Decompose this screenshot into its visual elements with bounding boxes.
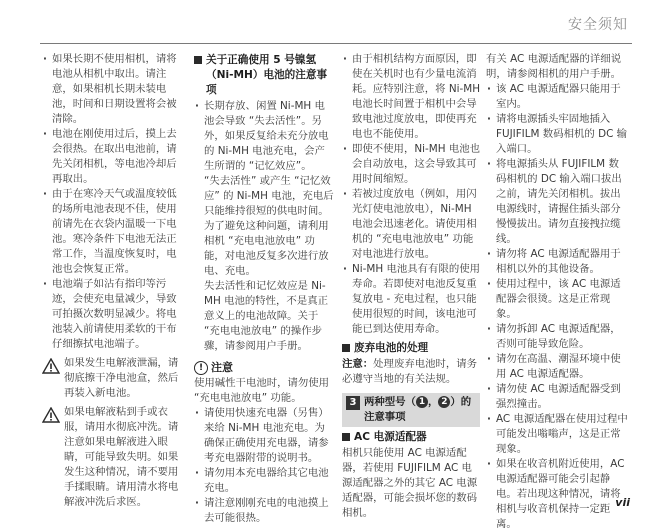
disposal-text: 处理废弃电池时，请务必遵守当地的有关法规。 xyxy=(342,358,478,385)
section-heading-disposal: 废弃电池的处理 xyxy=(342,341,480,356)
banner-text-sep: ， xyxy=(427,396,439,408)
warning-block xyxy=(42,356,184,401)
list-item: · 请勿用本充电器给其它电池充电。 xyxy=(194,466,334,496)
ac-paragraph: 相机只能使用 AC 电源适配器，若使用 FUJIFILM AC 电源适配器之外的其它 AC 电源适配器，可能会损坏您的数码相机。 xyxy=(342,447,478,519)
list-item: · 电池在刚使用过后，摸上去会很热。在取出电池前，请先关闭相机，等电池冷却后再取出。 xyxy=(42,127,184,187)
model-2-badge: 2 xyxy=(438,396,450,408)
page-number: vii xyxy=(615,496,630,509)
list-item: · 请勿在高温、潮湿环境中使用 AC 电源适配器。 xyxy=(486,352,628,382)
column-4 xyxy=(486,52,628,532)
list-item: · 请勿拆卸 AC 电源适配器，否则可能导致危险。 xyxy=(486,322,628,352)
list-item: · 电池端子如沾有指印等污迹，会使充电量减少，导致可拍摄次数明显减少。将电池装入前请使用柔软的干布仔细擦拭电池端子。 xyxy=(42,277,184,352)
list-item: · 请注意刚刚充电的电池摸上去可能很热。 xyxy=(194,496,334,526)
warning-icon xyxy=(42,358,60,374)
list-item: · AC 电源适配器在使用过程中可能发出嗡嗡声，这是正常现象。 xyxy=(486,412,628,457)
note-heading xyxy=(194,360,334,375)
note-heading-label: 注意 xyxy=(211,361,233,374)
ac-intro-paragraph: 有关 AC 电源适配器的详细说明，请参阅相机的用户手册。 xyxy=(486,53,622,80)
page-header-title: 安全须知 xyxy=(568,17,628,33)
list-item: · 由于相机结构方面原因，即使在关机时也有少量电流消耗。应特别注意，将 Ni-MH 电池长时间置于相机中会导致电池过度放电，即使再充电也不能使用。 xyxy=(342,52,480,142)
section-heading-ac-adapter: AC 电源适配器 xyxy=(342,430,480,445)
list-item: · 若被过度放电（例如，用闪光灯使电池放电），Ni-MH 电池会迅速老化。请使用相机的 “充电电池放电” 功能对电池进行放电。 xyxy=(342,187,480,262)
warning-text: 如果发生电解液泄漏，请彻底擦干净电池盒，然后再装入新电池。 xyxy=(64,357,179,399)
list-item: · 请将电源插头牢固地插入 FUJIFILM 数码相机的 DC 输入端口。 xyxy=(486,112,628,157)
caution-icon: ! xyxy=(194,361,208,375)
disposal-label: 注意： xyxy=(342,358,374,370)
list-item: · 请勿使 AC 电源适配器受到强烈撞击。 xyxy=(486,382,628,412)
list-item: · 长期存放、闲置 Ni-MH 电池会导致 “失去活性”。另外，如果反复给未充分放电的 Ni-MH 电池充电，会产生所谓的 “记忆效应”。 xyxy=(194,99,334,174)
section-heading-nimh: 关于正确使用 5 号镍氢（Ni-MH）电池的注意事项 xyxy=(194,53,334,98)
list-item: · 请勿将 AC 电源适配器用于相机以外的其他设备。 xyxy=(486,247,628,277)
banner-text-post: ）的注意事项 xyxy=(364,396,472,423)
banner-text-pre: 两种型号（ xyxy=(364,396,416,408)
list-item: · 即使不使用，Ni-MH 电池也会自动放电，这会导致其可用时间缩短。 xyxy=(342,142,480,187)
section-banner-both-models xyxy=(342,393,480,427)
disposal-paragraph xyxy=(342,357,480,387)
list-item: · 使用过程中，该 AC 电源适配器会很烫。这是正常现象。 xyxy=(486,277,628,322)
note-paragraph: 使用碱性干电池时，请勿使用 “充电电池放电” 功能。 xyxy=(194,377,330,404)
model-1-badge: 1 xyxy=(416,396,428,408)
column-3 xyxy=(342,52,480,521)
list-item: · 由于在寒冷天气或温度较低的场所电池表现不佳，使用前请先在衣袋内温暖一下电池。寒冷条件下电池无法正常工作，当温度恢复时，电池也会恢复正常。 xyxy=(42,187,184,277)
section-banner-title xyxy=(364,395,476,425)
column-2 xyxy=(194,52,334,526)
header-divider xyxy=(40,43,632,44)
section-number-badge: 3 xyxy=(346,396,360,410)
warning-block xyxy=(42,405,184,510)
warning-text: 如果电解液粘到手或衣服，请用水彻底冲洗。请注意如果电解液进入眼睛，可能导致失明。如果发生这种情况，请不要用手揉眼睛。请用清水将电解液冲洗后求医。 xyxy=(64,406,179,508)
paragraph: “失去活性” 或产生 “记忆效应” 的 Ni-MH 电池，充电后只能维持很短的供电时间。为了避免这种问题，请利用相机 “充电电池放电” 功能，对电池反复多次进行放电、充电。 xyxy=(204,175,334,277)
list-item: · 请使用快速充电器（另售）来给 Ni-MH 电池充电。为确保正确使用充电器，请参考充电器附带的说明书。 xyxy=(194,406,334,466)
list-item: · 如果在收音机附近使用，AC 电源适配器可能会引起静电。若出现这种情况，请将相机与收音机保持一定距离。 xyxy=(486,457,628,532)
column-1 xyxy=(42,52,184,512)
list-item: · 将电源插头从 FUJIFILM 数码相机的 DC 输入端口拔出之前，请先关闭相机。拔出电源线时，请握住插头部分慢慢拔出。请勿直接拽拉缆线。 xyxy=(486,157,628,247)
list-item: · 该 AC 电源适配器只能用于室内。 xyxy=(486,82,628,112)
warning-icon xyxy=(42,407,60,423)
paragraph: 失去活性和记忆效应是 Ni-MH 电池的特性，不是真正意义上的电池故障。关于 “充电电池放电” 的操作步骤，请参阅用户手册。 xyxy=(204,280,328,352)
list-item: · 如果长期不使用相机，请将电池从相机中取出。请注意，如果相机长期未装电池，时间和日期设置将会被清除。 xyxy=(42,52,184,127)
list-item: · Ni-MH 电池具有有限的使用寿命。若即使对电池反复重复放电 - 充电过程，也只能使用很短的时间，该电池可能已到达使用寿命。 xyxy=(342,262,480,337)
